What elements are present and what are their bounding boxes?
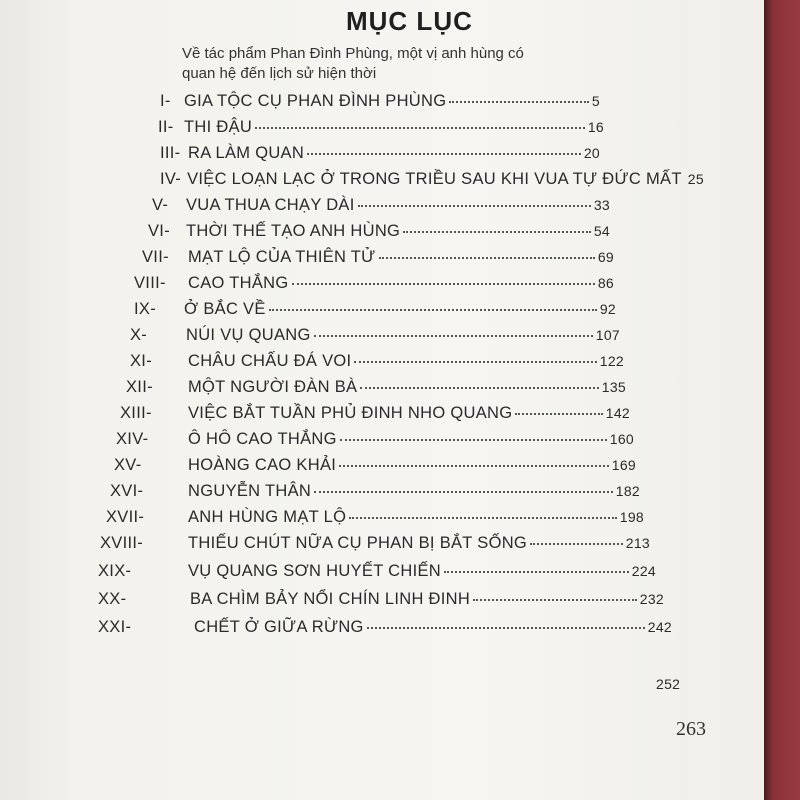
toc-page: 122: [599, 353, 624, 369]
toc-leader-dots: [367, 609, 645, 629]
toc-chapter-number: II-: [158, 118, 174, 136]
toc-entry: [120, 398, 630, 422]
toc-page: 160: [609, 431, 634, 447]
toc-page: 86: [597, 275, 614, 291]
toc-leader-dots: [444, 553, 629, 573]
toc-chapter-title: RA LÀM QUAN: [188, 144, 305, 162]
toc-chapter-number: I-: [160, 92, 171, 110]
toc-entry: [148, 216, 610, 240]
toc-chapter-number: XXI-: [98, 618, 132, 636]
toc-leader-dots: [314, 317, 593, 337]
toc-leader-dots: [403, 213, 591, 233]
toc-chapter-title: ANH HÙNG MẠT LỘ: [188, 508, 347, 526]
toc-entry: [130, 346, 624, 370]
toc-page: 213: [625, 535, 650, 551]
toc-entry: [160, 164, 704, 188]
toc-chapter-number: XIII-: [120, 404, 152, 422]
toc-chapter-number: XVI-: [110, 482, 144, 500]
toc-page: 5: [591, 93, 600, 109]
toc-entry: [98, 556, 656, 580]
toc-entry: [158, 112, 604, 136]
toc-chapter-title: Ô HÔ CAO THẮNG: [188, 430, 337, 448]
toc-chapter-title: THIẾU CHÚT NỮA CỤ PHAN BỊ BẮT SỐNG: [188, 534, 528, 552]
toc-chapter-title: THI ĐẬU: [184, 118, 253, 136]
toc-page: 69: [597, 249, 614, 265]
toc-chapter-number: X-: [130, 326, 148, 344]
toc-page: 169: [611, 457, 636, 473]
toc-trailing-page: [656, 676, 680, 700]
toc-entry: [98, 584, 664, 608]
toc-leader-dots: [473, 581, 637, 601]
toc-chapter-title: MỘT NGƯỜI ĐÀN BÀ: [188, 378, 358, 396]
toc-leader-dots: [379, 239, 595, 259]
toc-leader-dots: [339, 447, 609, 467]
toc-chapter-number: IX-: [134, 300, 156, 318]
toc-page: 242: [647, 619, 672, 635]
toc-chapter-title: VỤ QUANG SƠN HUYẾT CHIẾN: [188, 562, 441, 580]
toc-leader-dots: [255, 109, 585, 129]
toc-page: 16: [587, 119, 604, 135]
toc-chapter-title: NÚI VỤ QUANG: [186, 326, 311, 344]
toc-chapter-title: MẠT LỘ CỦA THIÊN TỬ: [188, 248, 376, 266]
toc-chapter-title: NGUYỄN THÂN: [188, 482, 312, 500]
toc-page: 252: [656, 676, 681, 692]
toc-page: 232: [639, 591, 664, 607]
toc-entry: [142, 242, 614, 266]
toc-chapter-title: CAO THẮNG: [188, 274, 289, 292]
page-number: 263: [676, 718, 706, 740]
toc-page: 25: [687, 171, 704, 187]
toc-entry: [98, 612, 672, 636]
toc-page: 107: [595, 327, 620, 343]
toc-entry: [130, 320, 620, 344]
toc-leader-dots: [307, 135, 581, 155]
toc-leader-dots: [314, 473, 613, 493]
toc-entry: [100, 528, 650, 552]
toc-entry: [160, 138, 600, 162]
toc-chapter-number: XV-: [114, 456, 142, 474]
toc-chapter-title: BA CHÌM BẢY NỔI CHÍN LINH ĐINH: [190, 590, 471, 608]
toc-leader-dots: [449, 83, 589, 103]
toc-chapter-title: Ở BẮC VỀ: [184, 300, 266, 318]
toc-chapter-title: GIA TỘC CỤ PHAN ĐÌNH PHÙNG: [184, 92, 447, 110]
toc-entry: [152, 190, 610, 214]
toc-leader-dots: [269, 291, 597, 311]
toc-chapter-number: XIX-: [98, 562, 132, 580]
toc-leader-dots: [292, 265, 595, 285]
toc-page: 20: [583, 145, 600, 161]
toc-page: 182: [615, 483, 640, 499]
toc-entry: [134, 268, 614, 292]
toc-chapter-number: XX-: [98, 590, 127, 608]
toc-chapter-number: XI-: [130, 352, 152, 370]
toc-entry: [110, 476, 640, 500]
toc-leader-dots: [360, 369, 598, 389]
toc-chapter-title: VUA THUA CHẠY DÀI: [186, 196, 355, 214]
toc-leader-dots: [340, 421, 607, 441]
toc-chapter-number: XVIII-: [100, 534, 144, 552]
toc-chapter-title: CHÂU CHẤU ĐÁ VOI: [188, 352, 352, 370]
toc-entry: [114, 450, 636, 474]
page-title: MỤC LỤC: [346, 6, 473, 36]
toc-leader-dots: [358, 187, 591, 207]
toc-page: 54: [593, 223, 610, 239]
toc-entry: [116, 424, 634, 448]
toc-leader-dots: [530, 525, 623, 545]
toc-chapter-number: VIII-: [134, 274, 166, 292]
toc-entry: [160, 86, 600, 110]
toc-page: 224: [631, 563, 656, 579]
toc-chapter-number: XII-: [126, 378, 153, 396]
toc-chapter-number: III-: [160, 144, 181, 162]
toc-chapter-title: HOÀNG CAO KHẢI: [188, 456, 337, 474]
toc-chapter-number: VI-: [148, 222, 170, 240]
toc-chapter-title: THỜI THẾ TẠO ANH HÙNG: [186, 222, 401, 240]
toc-leader-dots: [349, 499, 617, 519]
toc-page: 142: [605, 405, 630, 421]
toc-chapter-title: CHẾT Ở GIỮA RỪNG: [194, 618, 364, 636]
toc-entry: [134, 294, 616, 318]
toc-chapter-number: XVII-: [106, 508, 145, 526]
toc-chapter-title: VIỆC LOẠN LẠC Ở TRONG TRIỀU SAU KHI VUA TỰ ĐỨC MẤT: [187, 170, 682, 188]
toc-chapter-number: VII-: [142, 248, 169, 266]
toc-page: 92: [599, 301, 616, 317]
toc-page: 33: [593, 197, 610, 213]
toc-entry: [126, 372, 626, 396]
toc-chapter-number: IV-: [160, 170, 182, 188]
toc-entry: [106, 502, 644, 526]
intro-line: Về tác phẩm Phan Đình Phùng, một vị anh hùng có quan hệ đến lịch sử hiện thời: [182, 45, 524, 82]
toc-chapter-number: V-: [152, 196, 169, 214]
toc-chapter-title: VIỆC BẮT TUẦN PHỦ ĐINH NHO QUANG: [188, 404, 513, 422]
toc-page: 135: [601, 379, 626, 395]
toc-page: 198: [619, 509, 644, 525]
toc-leader-dots: [515, 395, 602, 415]
toc-leader-dots: [354, 343, 596, 363]
toc-chapter-number: XIV-: [116, 430, 149, 448]
